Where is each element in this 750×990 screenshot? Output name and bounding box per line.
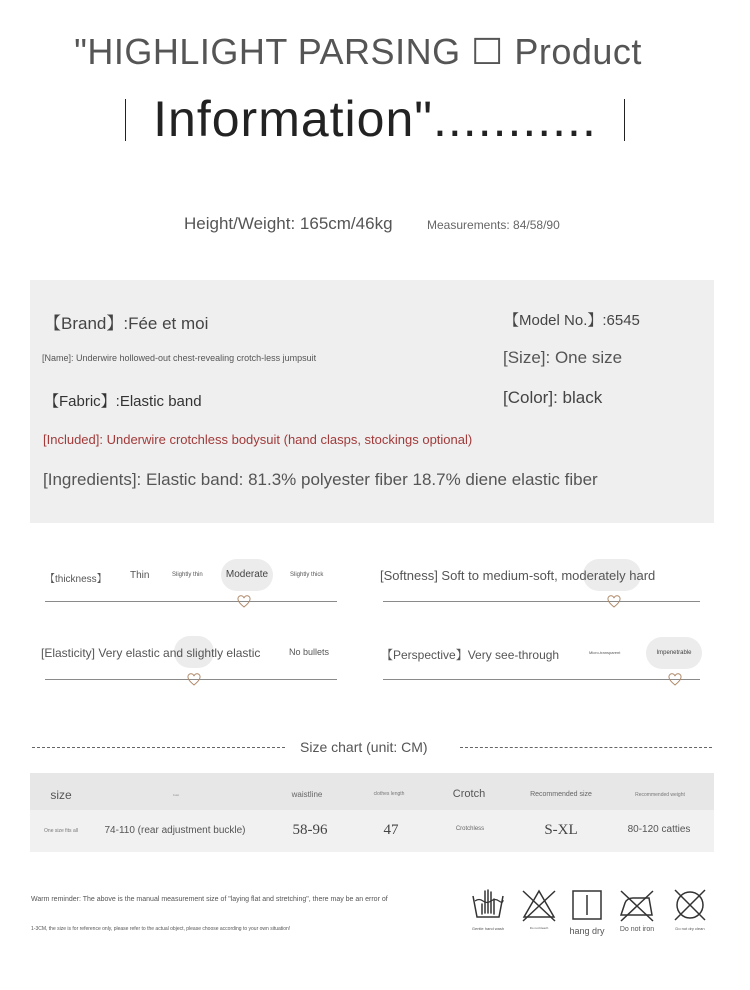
- elasticity-label: [Elasticity] Very elastic and slightly elastic: [41, 646, 261, 660]
- info-size: [Size]: One size: [503, 348, 623, 367]
- page-title-line1: "HIGHLIGHT PARSING ☐ Product: [74, 31, 642, 72]
- td-waistline: 58-96: [292, 822, 328, 838]
- no-dry-clean-icon: [672, 887, 708, 923]
- page-title-line2: Information"...........: [153, 91, 597, 147]
- hand-wash-label: Gentle hand wash: [471, 926, 505, 931]
- thickness-option-thin: Thin: [130, 570, 150, 581]
- perspective-heart-icon: [668, 673, 682, 687]
- no-bleach-label: Do not bleach: [529, 926, 549, 930]
- elasticity-extra: No bullets: [289, 647, 330, 657]
- chart-divider-right: [460, 747, 712, 748]
- right-bracket-mark: [624, 99, 625, 141]
- info-name: [Name]: Underwire hollowed-out chest-revealing crotch-less jumpsuit: [42, 353, 317, 363]
- thickness-option-slightly-thick: Slightly thick: [290, 572, 324, 578]
- td-recommended-size: S-XL: [544, 822, 578, 838]
- td-recommended-weight: 80-120 catties: [627, 824, 691, 835]
- thickness-option-slightly-thin: Slightly thin: [172, 572, 203, 578]
- info-included: [Included]: Underwire crotchless bodysuit (hand clasps, stockings optional): [43, 432, 473, 447]
- warm-reminder-line2: 1-3CM, the size is for reference only, please refer to the actual object, please choose according to your own situation!: [31, 926, 291, 932]
- chart-divider-left: [32, 747, 285, 748]
- info-fabric: 【Fabric】:Elastic band: [44, 393, 202, 410]
- perspective-label: 【Perspective】Very see-through: [381, 648, 560, 662]
- size-table-header: [30, 773, 714, 810]
- info-model-no: 【Model No.】:6545: [504, 312, 640, 329]
- measurements: Measurements: 84/58/90: [427, 218, 560, 232]
- hand-wash-icon: [470, 887, 506, 923]
- no-iron-icon: [619, 887, 655, 923]
- softness-track: [383, 601, 700, 602]
- th-bust: bust: [173, 793, 179, 797]
- td-bust: 74-110 (rear adjustment buckle): [104, 825, 246, 836]
- info-color: [Color]: black: [503, 388, 603, 407]
- no-iron-label: Do not iron: [619, 926, 655, 933]
- info-ingredients: [Ingredients]: Elastic band: 81.3% polyester fiber 18.7% diene elastic fiber: [43, 470, 598, 489]
- softness-label: [Softness] Soft to medium-soft, moderately hard: [380, 568, 656, 583]
- th-recommended-weight: Recommended weight: [635, 792, 685, 798]
- th-clothes-length: clothes length: [373, 791, 405, 797]
- warm-reminder-line1: Warm reminder: The above is the manual measurement size of "laying flat and stretching", there may be an error of: [31, 896, 388, 903]
- th-recommended-size: Recommended size: [530, 791, 592, 798]
- td-size: One size fits all: [44, 828, 78, 834]
- th-waistline: waistline: [291, 790, 323, 799]
- thickness-track: [45, 601, 337, 602]
- info-brand: 【Brand】:Fée et moi: [44, 314, 209, 333]
- softness-heart-icon: [607, 595, 621, 609]
- thickness-option-moderate: Moderate: [221, 559, 273, 591]
- elasticity-heart-icon: [187, 673, 201, 687]
- hang-dry-icon: [569, 887, 605, 923]
- hang-dry-label: hang dry: [569, 926, 605, 936]
- td-clothes-length: 47: [383, 822, 399, 838]
- no-dry-clean-label: Do not dry clean: [675, 926, 705, 931]
- no-bleach-icon: [521, 887, 557, 923]
- thickness-heart-icon: [237, 595, 251, 609]
- td-crotch: Crotchless: [455, 826, 485, 832]
- thickness-label: 【thickness】: [45, 574, 107, 585]
- size-chart-title: Size chart (unit: CM): [300, 739, 428, 755]
- th-size: size: [50, 788, 72, 802]
- height-weight: Height/Weight: 165cm/46kg: [184, 214, 393, 233]
- th-crotch: Crotch: [452, 788, 486, 800]
- perspective-option-micro: Micro-transparent: [589, 650, 621, 655]
- perspective-option-impenetrable: Impenetrable: [646, 637, 702, 669]
- perspective-track: [383, 679, 700, 680]
